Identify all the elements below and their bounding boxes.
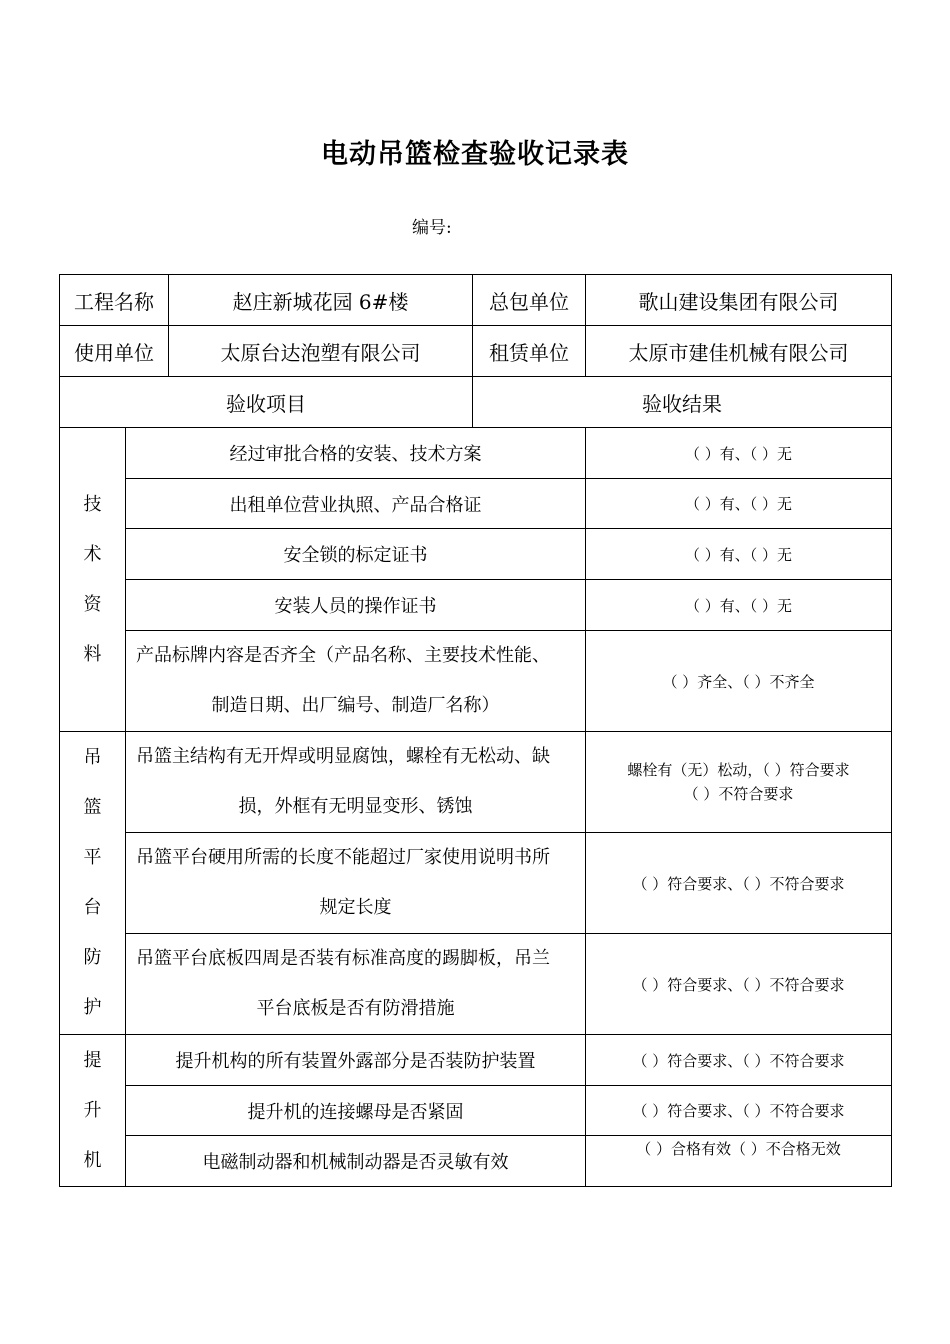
table-row: [60, 479, 892, 529]
table-row: [60, 934, 892, 1035]
item-line: 吊篮平台硬用所需的长度不能超过厂家使用说明书所: [136, 847, 550, 868]
header-result: 验收结果: [473, 377, 892, 428]
table-row: [60, 1136, 892, 1187]
section-char: 料: [83, 643, 102, 665]
section-label-tech: [60, 428, 126, 732]
item-line: 平台底板是否有防滑措施: [256, 998, 455, 1019]
item-cell: [126, 833, 586, 934]
contractor-value: 歌山建设集团有限公司: [586, 275, 892, 326]
item-cell: 经过审批合格的安装、技术方案: [126, 428, 586, 479]
table-row: [60, 428, 892, 479]
project-value: 赵庄新城花园 6#楼: [169, 275, 473, 326]
item-cell: 提升机构的所有装置外露部分是否装防护装置: [126, 1035, 586, 1086]
contractor-label: 总包单位: [473, 275, 586, 326]
item-line: 吊篮平台底板四周是否装有标准高度的踢脚板，吊兰: [136, 948, 550, 969]
header-item: 验收项目: [60, 377, 473, 428]
result-cell: （ ）符合要求、（ ）不符合要求: [586, 934, 892, 1035]
section-char: 防: [83, 947, 102, 968]
info-row-1: [60, 275, 892, 326]
table-row: [60, 833, 892, 934]
item-cell: 出租单位营业执照、产品合格证: [126, 479, 586, 529]
item-line: 吊篮主结构有无开焊或明显腐蚀，螺栓有无松动、缺: [136, 746, 550, 767]
item-cell: 提升机的连接螺母是否紧固: [126, 1086, 586, 1136]
section-char: 升: [83, 1099, 102, 1121]
section-char: 吊: [83, 747, 102, 768]
section-char: 台: [83, 897, 102, 918]
item-cell: [126, 934, 586, 1035]
section-label-hoist: [60, 1035, 126, 1187]
project-label: 工程名称: [60, 275, 169, 326]
section-char: 技: [83, 493, 102, 515]
table-row: [60, 1086, 892, 1136]
table-row: [60, 529, 892, 580]
result-cell: （ ）有、（ ）无: [586, 529, 892, 580]
section-char: 资: [83, 593, 102, 615]
lessor-value: 太原市建佳机械有限公司: [586, 326, 892, 377]
item-cell: [126, 732, 586, 833]
result-cell: （ ）符合要求、（ ）不符合要求: [586, 1086, 892, 1136]
result-cell: （ ）符合要求、（ ）不符合要求: [586, 833, 892, 934]
section-char: 术: [83, 543, 102, 565]
section-char: 护: [83, 997, 102, 1018]
result-cell: [586, 732, 892, 833]
result-cell: （ ）符合要求、（ ）不符合要求: [586, 1035, 892, 1086]
result-line: 螺栓有（无）松动，（ ）符合要求: [627, 761, 850, 779]
header-row: [60, 377, 892, 428]
inspection-table: [59, 274, 892, 1187]
section-char: 平: [83, 847, 102, 868]
result-cell: （ ）齐全、（ ）不齐全: [586, 631, 892, 732]
table-row: [60, 580, 892, 631]
item-line: 损，外框有无明显变形、锈蚀: [238, 796, 473, 817]
result-cell: （ ）有、（ ）无: [586, 428, 892, 479]
item-cell: 安装人员的操作证书: [126, 580, 586, 631]
item-line: 产品标牌内容是否齐全（产品名称、主要技术性能、: [136, 645, 550, 666]
section-char: 提: [83, 1049, 102, 1071]
result-cell: （ ）有、（ ）无: [586, 479, 892, 529]
table-row: [60, 732, 892, 833]
result-cell: （ ）有、（ ）无: [586, 580, 892, 631]
number-label: 编号:: [412, 218, 452, 238]
user-label: 使用单位: [60, 326, 169, 377]
item-line: 规定长度: [319, 897, 392, 918]
table-row: [60, 1035, 892, 1086]
section-char: 机: [83, 1149, 102, 1171]
section-char: 篮: [83, 797, 102, 818]
info-row-2: [60, 326, 892, 377]
page-title: 电动吊篮检查验收记录表: [321, 139, 629, 170]
section-label-platform: [60, 732, 126, 1035]
item-cell: [126, 631, 586, 732]
item-line: 制造日期、出厂编号、制造厂名称）: [211, 695, 500, 716]
result-cell: （ ）合格有效（ ）不合格无效: [586, 1136, 892, 1187]
user-value: 太原台达泡塑有限公司: [169, 326, 473, 377]
table-row: [60, 631, 892, 732]
item-cell: 电磁制动器和机械制动器是否灵敏有效: [126, 1136, 586, 1187]
item-cell: 安全锁的标定证书: [126, 529, 586, 580]
lessor-label: 租赁单位: [473, 326, 586, 377]
result-line: （ ）不符合要求: [683, 785, 794, 803]
